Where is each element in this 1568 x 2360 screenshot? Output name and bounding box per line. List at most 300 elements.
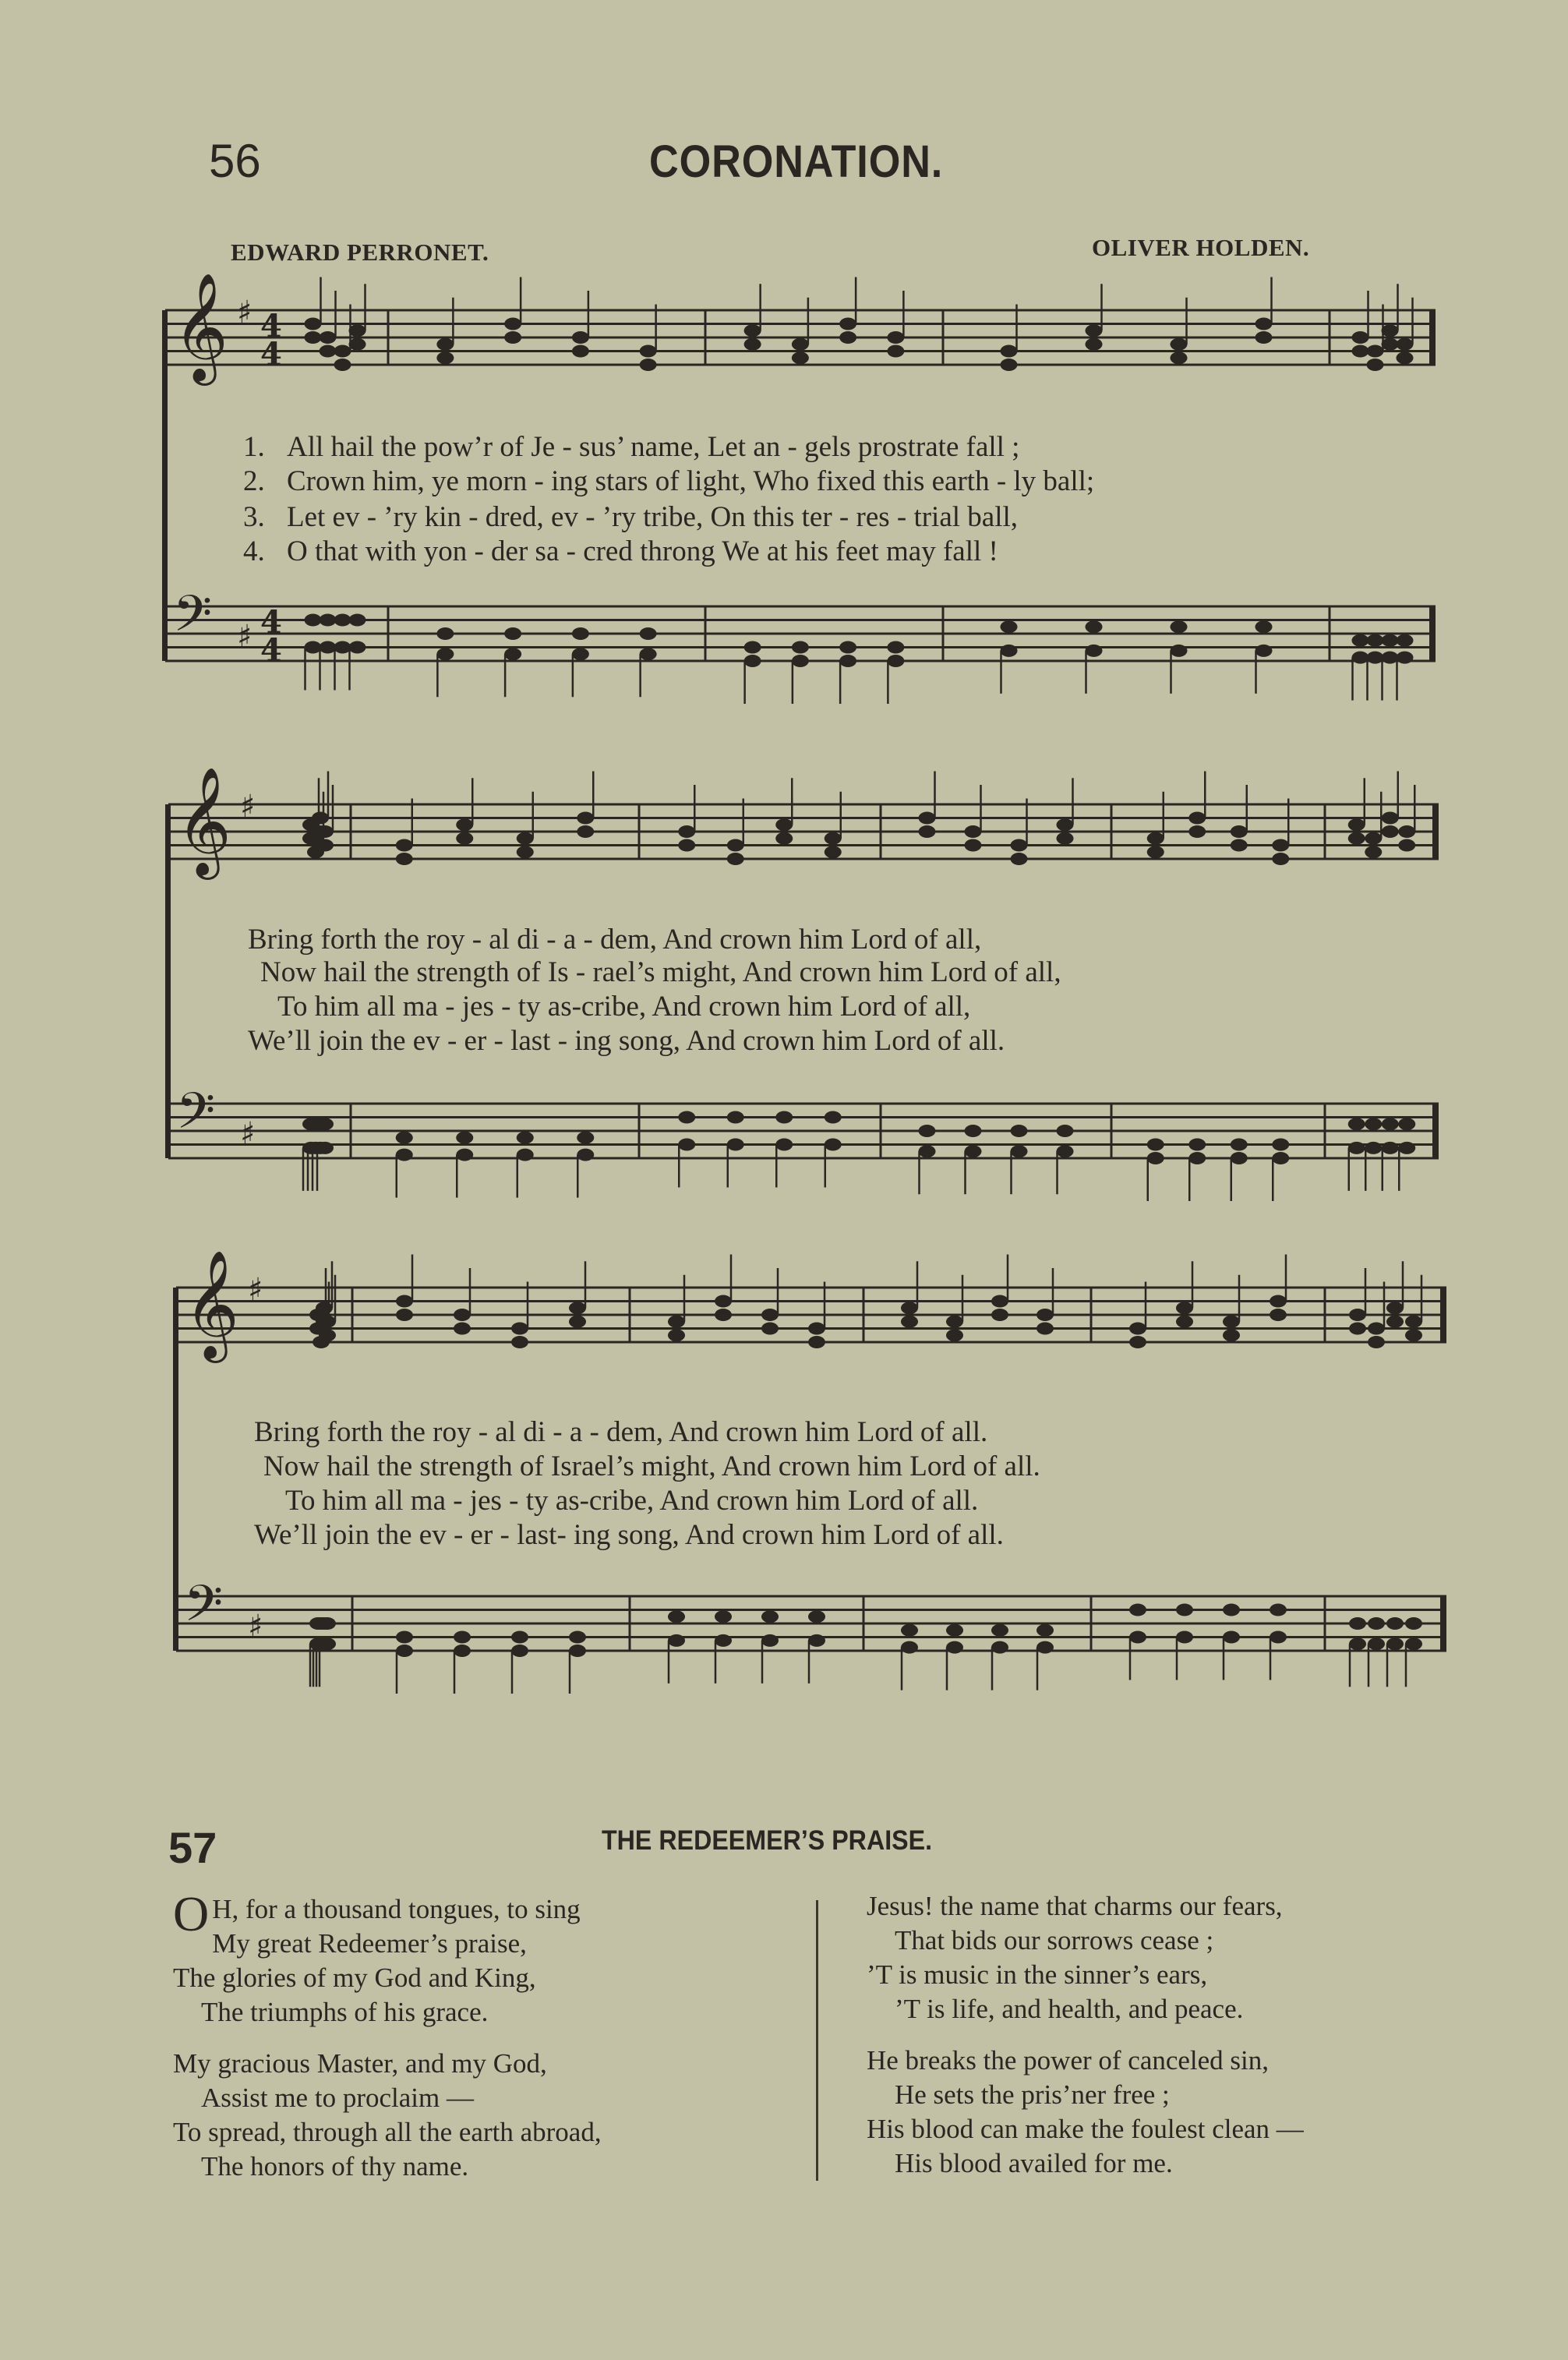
note-head [715,1610,732,1623]
note-head [1176,1316,1193,1328]
note-head [511,1323,528,1335]
note-head [901,1641,918,1654]
note-head [305,614,322,627]
note-head [1037,1641,1054,1654]
note-head [1255,331,1273,344]
poem-line: My gracious Master, and my God, [173,2048,547,2079]
note-head [1057,1125,1074,1137]
note-head [727,1139,744,1151]
column-divider [816,1900,818,2181]
note-head [1382,338,1399,351]
note-head [1057,818,1074,831]
note-head [1397,352,1414,364]
note-head [640,627,657,640]
note-head [1270,1631,1287,1644]
system-bracket [173,1288,178,1651]
note-head [1037,1309,1054,1321]
note-head [991,1295,1008,1308]
note-head [1223,1604,1240,1616]
note-head [319,1638,336,1650]
note-head [1272,1139,1289,1151]
note-head [1382,1118,1399,1130]
note-head [1188,1152,1206,1164]
note-head [1171,352,1188,364]
system-bracket [165,804,171,1158]
note-head [761,1323,779,1335]
note-head [1386,1316,1404,1328]
note-head [1037,1624,1054,1637]
final-barline [1432,804,1439,859]
system1-lyric-3: 3. Let ev - ’ry kin - dred, ev - ’ry tribe, On this ter - res - trial ball, [243,501,1019,533]
note-head [1349,1309,1366,1321]
poem-line: The glories of my God and King, [173,1963,536,1993]
note-head [569,1645,586,1657]
note-head [901,1624,918,1637]
note-head [839,318,856,330]
note-head [1382,652,1399,664]
note-head [1147,832,1164,845]
note-head [1382,825,1399,838]
note-head [1349,1638,1366,1650]
note-head [316,1302,333,1314]
note-head [1348,818,1365,831]
note-head [517,1132,534,1144]
note-head [1352,331,1369,344]
note-head [887,345,904,358]
note-head [668,1610,685,1623]
note-head [1086,324,1103,337]
note-head [504,648,521,660]
note-head [775,818,793,831]
note-head [1129,1604,1146,1616]
system1-lyric-4: 4. O that with yon - der sa - cred throng We at his feet may fall ! [243,535,998,567]
note-head [1255,620,1273,633]
note-head [965,839,982,852]
final-barline [1432,1104,1439,1158]
note-head [517,846,534,858]
note-head [1365,832,1382,845]
key-signature-sharp: ♯ [237,619,253,655]
note-head [1086,645,1103,657]
note-head [1171,338,1188,351]
note-head [1368,1638,1385,1650]
note-head [744,338,761,351]
note-head [334,359,351,371]
note-head [1188,812,1206,825]
note-head [825,1111,842,1124]
note-head [668,1316,685,1328]
note-head [1176,1631,1193,1644]
note-head [715,1309,732,1321]
note-head [1001,359,1018,371]
note-head [1397,338,1414,351]
note-head [1382,324,1399,337]
note-head [792,641,809,654]
note-head [744,641,761,654]
bass-clef: 𝄢 [184,1575,224,1645]
note-head [1368,1336,1385,1348]
note-head [808,1634,825,1647]
note-head [919,812,936,825]
note-head [1188,1139,1206,1151]
note-head [569,1302,586,1314]
note-head [1147,846,1164,858]
system3-lyric-2: Now hail the strength of Israel’s might, And crown him Lord of all. [263,1450,1040,1482]
stanza [867,1889,1304,2026]
note-head [792,352,809,364]
note-head [1171,620,1188,633]
poem-line: He breaks the power of canceled sin, [867,2045,1270,2076]
poem-line: Assist me to proclaim — [201,2083,474,2113]
note-head [1365,1142,1382,1154]
note-head [504,331,521,344]
note-head [572,648,589,660]
note-head [1397,652,1414,664]
note-head [577,1132,594,1144]
system1-lyric-1: 1. All hail the pow’r of Je - sus’ name, Let an - gels prostrate fall ; [243,431,1020,463]
note-head [572,345,589,358]
note-head [334,345,351,358]
poem-line: The triumphs of his grace. [201,1997,489,2027]
note-head [396,1132,413,1144]
note-head [919,1125,936,1137]
hymn57-right-column [867,1889,1304,2198]
note-head [1405,1638,1422,1650]
note-head [436,352,454,364]
note-head [1231,839,1248,852]
note-head [991,1624,1008,1637]
note-head [1382,812,1399,825]
note-head [727,853,744,865]
note-head [572,331,589,344]
drop-cap: O [173,1886,210,1941]
note-head [454,1645,471,1657]
note-head [334,641,351,654]
note-head [965,1145,982,1157]
note-head [678,825,695,838]
note-head [305,318,322,330]
note-head [504,318,521,330]
note-head [511,1645,528,1657]
note-head [991,1309,1008,1321]
note-head [504,627,521,640]
note-head [775,832,793,845]
treble-clef: 𝄞 [184,1250,239,1358]
note-head [1037,1323,1054,1335]
note-head [1398,1142,1415,1154]
note-head [1397,634,1414,647]
key-signature-sharp: ♯ [240,789,256,825]
final-barline [1440,1288,1446,1342]
note-head [792,338,809,351]
poem-line: The honors of thy name. [201,2151,469,2182]
note-head [808,1336,825,1348]
note-head [1270,1295,1287,1308]
system-bracket [162,310,168,661]
note-head [1129,1323,1146,1335]
note-head [668,1329,685,1341]
note-head [1255,318,1273,330]
time-signature-top: 4 [260,308,282,344]
note-head [572,627,589,640]
note-head [1272,853,1289,865]
note-head [1367,345,1384,358]
note-head [1001,620,1018,633]
note-head [456,832,473,845]
note-head [744,324,761,337]
note-head [1367,652,1384,664]
note-head [946,1641,963,1654]
note-head [1348,1142,1365,1154]
note-head [1129,1631,1146,1644]
note-head [1272,1152,1289,1164]
note-head [316,839,334,852]
note-head [1398,825,1415,838]
note-head [1368,1617,1385,1630]
note-head [349,338,366,351]
note-head [1349,1323,1366,1335]
note-head [396,853,413,865]
system3-lyric-4: We’ll join the ev - er - last- ing song, And crown him Lord of all. [254,1519,1004,1551]
note-head [320,331,337,344]
note-head [668,1634,685,1647]
note-head [715,1295,732,1308]
note-head [946,1624,963,1637]
bass-clef: 𝄢 [176,1083,216,1153]
poem-line: ’T is music in the sinner’s ears, [867,1959,1208,1990]
note-head [517,832,534,845]
note-head [1405,1617,1422,1630]
note-head [1270,1604,1287,1616]
note-head [1398,1118,1415,1130]
note-head [349,614,366,627]
note-head [1405,1316,1422,1328]
note-head [825,832,842,845]
note-head [1086,620,1103,633]
note-head [1270,1309,1287,1321]
final-barline [1440,1596,1446,1651]
hymn57-number: 57 [168,1823,217,1872]
note-head [1011,1145,1028,1157]
stanza [867,2044,1304,2181]
note-head [1382,634,1399,647]
note-head [436,627,454,640]
key-signature-sharp: ♯ [248,1272,263,1308]
note-head [396,1309,413,1321]
note-head [839,655,856,667]
note-head [1348,1118,1365,1130]
note-head [640,359,657,371]
note-head [1231,825,1248,838]
composer-credit: OLIVER HOLDEN. [1092,234,1310,261]
hymn-title: CORONATION. [649,136,944,187]
note-head [1011,839,1028,852]
note-head [715,1634,732,1647]
note-head [727,1111,744,1124]
key-signature-sharp: ♯ [237,295,253,330]
note-head [1223,1329,1240,1341]
poem-line: That bids our sorrows cease ; [895,1925,1214,1955]
note-head [436,648,454,660]
note-head [640,648,657,660]
note-head [1382,1142,1399,1154]
note-head [1001,345,1018,358]
note-head [1352,652,1369,664]
note-head [517,1149,534,1161]
note-head [640,345,657,358]
note-head [1352,345,1369,358]
note-head [761,1309,779,1321]
poem-line: My great Redeemer’s praise, [212,1928,527,1959]
note-head [396,1631,413,1644]
poem-line: Jesus! the name that charms our fears, [867,1891,1283,1921]
note-head [1367,634,1384,647]
note-head [678,839,695,852]
note-head [1367,359,1384,371]
note-head [887,655,904,667]
note-head [1001,645,1018,657]
note-head [1223,1316,1240,1328]
note-head [1171,645,1188,657]
note-head [319,1329,336,1341]
note-head [761,1634,779,1647]
system2-lyric-3: To him all ma - jes - ty as-cribe, And crown him Lord of all, [277,991,971,1023]
note-head [1188,825,1206,838]
note-head [1365,1118,1382,1130]
note-head [1349,1617,1366,1630]
note-head [1057,1145,1074,1157]
treble-clef: 𝄞 [173,273,228,381]
note-head [1365,846,1382,858]
note-head [569,1631,586,1644]
note-head [511,1336,528,1348]
note-head [1129,1336,1146,1348]
note-head [1368,1323,1385,1335]
note-head [396,839,413,852]
system2-lyric-4: We’ll join the ev - er - last - ing song, And crown him Lord of all. [248,1025,1005,1057]
note-head [965,1125,982,1137]
note-head [808,1323,825,1335]
note-head [678,1139,695,1151]
note-head [319,1617,336,1630]
system3-lyric-1: Bring forth the roy - al di - a - dem, And crown him Lord of all. [254,1416,988,1448]
note-head [901,1316,918,1328]
hymn57-left-column [173,1886,602,2201]
note-head [511,1631,528,1644]
note-head [1386,1638,1404,1650]
note-head [316,825,334,838]
note-head [792,655,809,667]
lyricist-credit: EDWARD PERRONET. [231,238,489,266]
poem-line: To spread, through all the earth abroad, [173,2117,602,2147]
note-head [825,1139,842,1151]
note-head [775,1139,793,1151]
note-head [1405,1329,1422,1341]
note-head [1255,645,1273,657]
stanza [173,2047,602,2184]
stanza [173,1886,602,2030]
note-head [1272,839,1289,852]
note-head [320,641,337,654]
note-head [808,1610,825,1623]
time-signature-bottom: 4 [260,632,282,669]
note-head [825,846,842,858]
note-head [946,1329,963,1341]
note-head [1386,1617,1404,1630]
note-head [320,614,337,627]
time-signature-bottom: 4 [260,336,282,373]
note-head [1231,1139,1248,1151]
note-head [744,655,761,667]
poem-line: ’T is life, and health, and peace. [895,1994,1244,2024]
note-head [1386,1302,1404,1314]
note-head [334,614,351,627]
system2-lyric-2: Now hail the strength of Is - rael’s might, And crown him Lord of all, [260,956,1061,988]
note-head [349,324,366,337]
page-number: 56 [209,135,261,187]
note-head [319,1316,336,1328]
note-head [1057,832,1074,845]
hymn57-title: THE REDEEMER’S PRAISE. [602,1825,933,1856]
note-head [775,1111,793,1124]
note-head [946,1316,963,1328]
note-head [436,338,454,351]
note-head [839,331,856,344]
note-head [312,812,329,825]
note-head [919,825,936,838]
note-head [569,1316,586,1328]
note-head [454,1323,471,1335]
note-head [1223,1631,1240,1644]
note-head [1348,832,1365,845]
note-head [991,1641,1008,1654]
note-head [396,1149,413,1161]
note-head [1352,634,1369,647]
note-head [1398,839,1415,852]
note-head [727,839,744,852]
poem-line: H, for a thousand tongues, to sing [212,1894,581,1924]
key-signature-sharp: ♯ [240,1116,256,1152]
note-head [678,1111,695,1124]
note-head [320,345,337,358]
note-head [316,1118,334,1130]
note-head [577,825,594,838]
note-head [456,1149,473,1161]
system3-lyric-3: To him all ma - jes - ty as-cribe, And crown him Lord of all. [285,1485,979,1517]
note-head [305,641,322,654]
note-head [919,1145,936,1157]
key-signature-sharp: ♯ [248,1609,263,1645]
note-head [349,641,366,654]
note-head [305,331,322,344]
note-head [1147,1152,1164,1164]
note-head [901,1302,918,1314]
note-head [1176,1604,1193,1616]
final-barline [1429,606,1436,661]
note-head [761,1610,779,1623]
note-head [839,641,856,654]
poem-line: His blood availed for me. [895,2148,1173,2178]
note-head [1011,1125,1028,1137]
note-head [454,1631,471,1644]
note-head [396,1295,413,1308]
system1-lyric-2: 2. Crown him, ye morn - ing stars of light, Who fixed this earth - ly ball; [243,465,1095,497]
bass-clef: 𝄢 [173,585,213,655]
time-signature-top: 4 [260,604,282,641]
note-head [1086,338,1103,351]
final-barline [1429,310,1436,365]
poem-line: His blood can make the foulest clean — [867,2114,1304,2144]
